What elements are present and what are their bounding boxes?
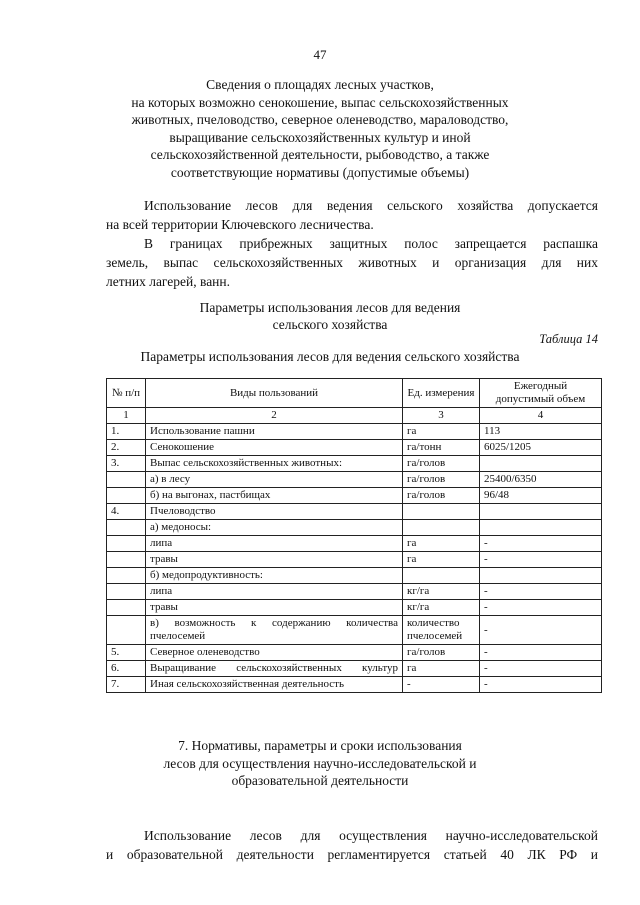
row-unit: га/голов — [403, 645, 480, 661]
column-number: 1 — [107, 408, 146, 424]
column-number: 4 — [480, 408, 602, 424]
row-number: 1. — [107, 424, 146, 440]
row-kind: Северное оленеводство — [146, 645, 403, 661]
row-number — [107, 488, 146, 504]
row-volume — [480, 568, 602, 584]
table-row — [107, 472, 602, 488]
subsection-title — [120, 299, 540, 333]
row-kind: травы — [146, 552, 403, 568]
table-row — [107, 456, 602, 472]
subtitle-line: сельского хозяйства — [272, 317, 388, 332]
row-kind: травы — [146, 600, 403, 616]
row-number — [107, 536, 146, 552]
paragraph-line: земель, выпас сельскохозяйственных животных и организация для них — [106, 255, 598, 270]
row-unit: га/голов — [403, 488, 480, 504]
section-7-line: 7. Нормативы, параметры и сроки использования — [178, 738, 462, 753]
table-row — [107, 568, 602, 584]
table-number: Таблица 14 — [539, 332, 598, 346]
paragraph-coastal-restrictions — [106, 234, 598, 291]
row-number: 3. — [107, 456, 146, 472]
row-unit: га — [403, 552, 480, 568]
table-row — [107, 424, 602, 440]
table-row — [107, 488, 602, 504]
table-row — [107, 536, 602, 552]
paragraph-research-use — [106, 826, 598, 864]
title-line: выращивание сельскохозяйственных культур и иной — [169, 129, 471, 145]
row-volume — [480, 520, 602, 536]
row-kind: Сенокошение — [146, 440, 403, 456]
row-kind: липа — [146, 584, 403, 600]
row-number: 4. — [107, 504, 146, 520]
title-line: животных, пчеловодство, северное оленеводство, мараловодство, — [131, 112, 509, 127]
row-unit: га — [403, 424, 480, 440]
header-number: № п/п — [107, 379, 146, 408]
title-line: на которых возможно сенокошение, выпас сельскохозяйственных — [131, 94, 509, 110]
row-kind: а) в лесу — [146, 472, 403, 488]
row-unit: га/голов — [403, 472, 480, 488]
paragraph-agriculture-use — [106, 196, 598, 234]
title-line: Сведения о площадях лесных участков, — [206, 77, 434, 92]
row-kind: б) медопродуктивность: — [146, 568, 403, 584]
row-volume: - — [480, 661, 602, 677]
row-unit: га/голов — [403, 456, 480, 472]
row-volume — [480, 504, 602, 520]
row-number: 7. — [107, 677, 146, 693]
header-unit: Ед. измерения — [403, 379, 480, 408]
row-kind: Иная сельскохозяйственная деятельность — [146, 677, 403, 693]
table-row — [107, 677, 602, 693]
row-volume: 113 — [480, 424, 602, 440]
paragraph-line: Использование лесов для ведения сельского хозяйства допускается — [144, 198, 598, 213]
table-row — [107, 645, 602, 661]
section-7-title — [100, 737, 540, 790]
row-unit: - — [403, 677, 480, 693]
table-row — [107, 520, 602, 536]
paragraph-line: на всей территории Ключевского лесничества. — [106, 217, 374, 232]
table-caption: Параметры использования лесов для ведения сельского хозяйства — [140, 349, 520, 364]
page-number: 47 — [313, 47, 327, 62]
row-kind: Выращивание сельскохозяйственных культур — [146, 661, 403, 677]
row-unit — [403, 520, 480, 536]
title-line: соответствующие нормативы (допустимые объемы) — [170, 164, 470, 180]
agriculture-parameters-table — [106, 378, 602, 693]
table-row — [107, 616, 602, 645]
table-header-row — [107, 379, 602, 408]
column-number: 2 — [146, 408, 403, 424]
row-volume: - — [480, 536, 602, 552]
row-kind: Пчеловодство — [146, 504, 403, 520]
row-kind: Выпас сельскохозяйственных животных: — [146, 456, 403, 472]
row-kind: а) медоносы: — [146, 520, 403, 536]
section-title — [60, 76, 580, 181]
row-unit: количество пчелосемей — [403, 616, 480, 645]
row-number — [107, 584, 146, 600]
table-row — [107, 584, 602, 600]
row-number: 5. — [107, 645, 146, 661]
row-kind: Использование пашни — [146, 424, 403, 440]
row-number — [107, 616, 146, 645]
row-unit — [403, 504, 480, 520]
subtitle-line: Параметры использования лесов для ведения — [199, 300, 461, 315]
row-number — [107, 520, 146, 536]
row-volume: 6025/1205 — [480, 440, 602, 456]
row-volume: 96/48 — [480, 488, 602, 504]
row-volume: - — [480, 616, 602, 645]
table-row — [107, 440, 602, 456]
row-number — [107, 568, 146, 584]
row-volume: - — [480, 677, 602, 693]
table-row — [107, 600, 602, 616]
row-volume: 25400/6350 — [480, 472, 602, 488]
row-volume: - — [480, 552, 602, 568]
row-volume: - — [480, 645, 602, 661]
row-number — [107, 600, 146, 616]
row-number: 2. — [107, 440, 146, 456]
row-unit: га — [403, 661, 480, 677]
title-line: сельскохозяйственной деятельности, рыбоводство, а также — [150, 147, 490, 162]
row-unit: кг/га — [403, 584, 480, 600]
header-volume: Ежегодный допустимый объем — [480, 379, 602, 408]
row-kind: б) на выгонах, пастбищах — [146, 488, 403, 504]
section-7-line: лесов для осуществления научно-исследовательской и — [163, 755, 477, 771]
row-unit: га — [403, 536, 480, 552]
table-row — [107, 504, 602, 520]
row-unit: кг/га — [403, 600, 480, 616]
row-number — [107, 472, 146, 488]
section-7-line: образовательной деятельности — [231, 773, 409, 788]
row-kind: липа — [146, 536, 403, 552]
row-number: 6. — [107, 661, 146, 677]
row-volume: - — [480, 584, 602, 600]
row-unit: га/тонн — [403, 440, 480, 456]
table-row — [107, 661, 602, 677]
paragraph-line: и образовательной деятельности регламентируется статьей 40 ЛК РФ и — [106, 847, 598, 862]
table-row — [107, 552, 602, 568]
paragraph-line: В границах прибрежных защитных полос запрещается распашка — [144, 236, 598, 251]
header-kind: Виды пользований — [146, 379, 403, 408]
row-unit — [403, 568, 480, 584]
row-number — [107, 552, 146, 568]
paragraph-line: летних лагерей, ванн. — [106, 274, 231, 289]
row-kind: в) возможность к содержанию количества пчелосемей — [146, 616, 403, 645]
row-volume — [480, 456, 602, 472]
column-number: 3 — [403, 408, 480, 424]
row-volume: - — [480, 600, 602, 616]
column-number-row — [107, 408, 602, 424]
paragraph-line: Использование лесов для осуществления научно-исследовательской — [144, 828, 598, 843]
